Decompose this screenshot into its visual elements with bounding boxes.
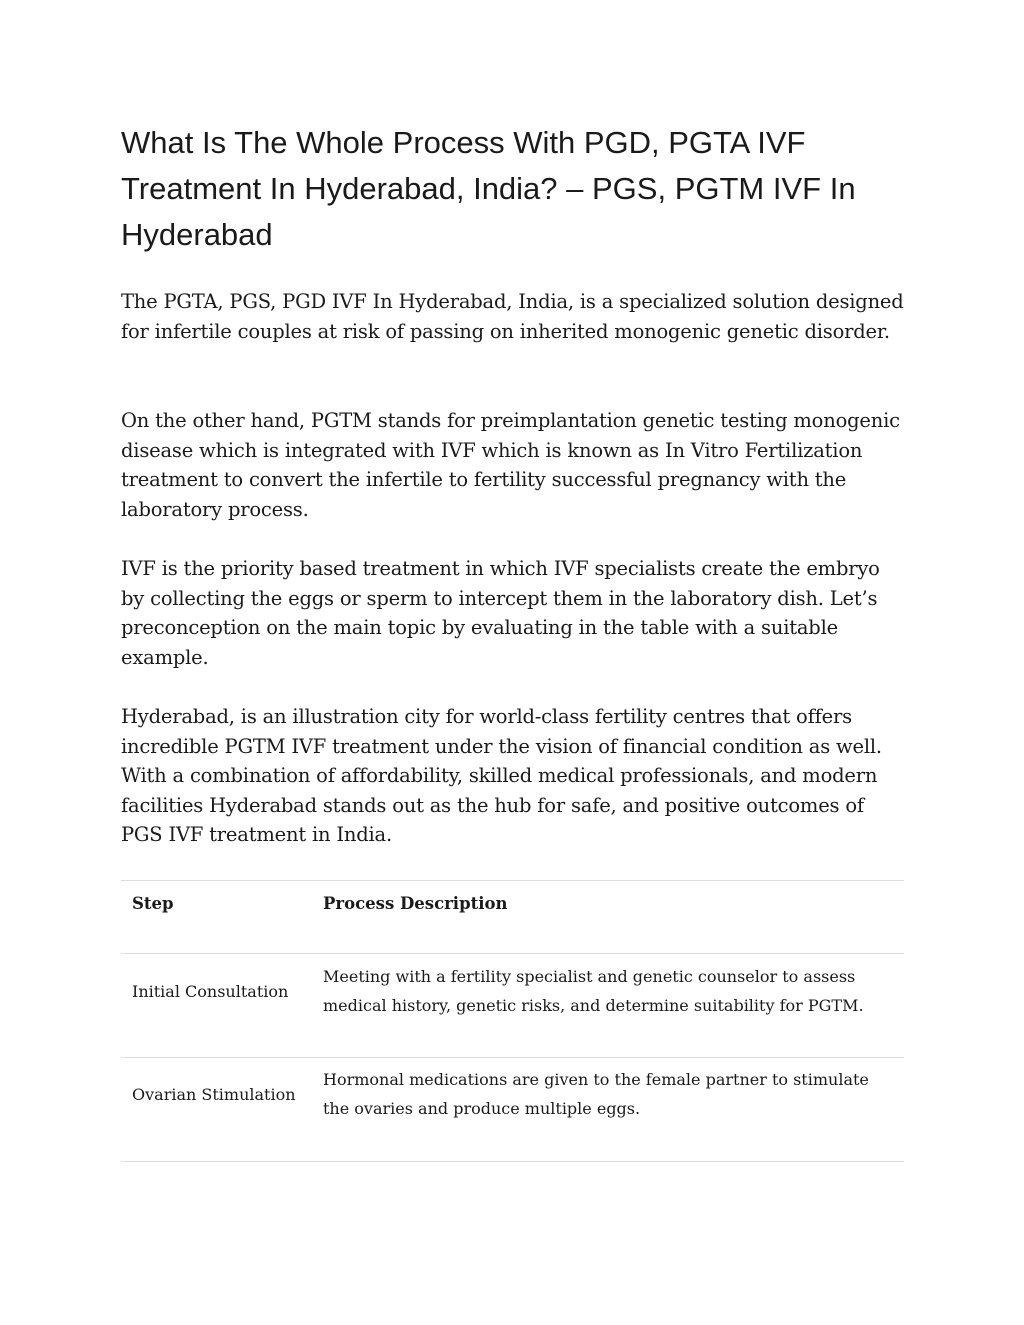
table-cell-step: Initial Consultation [132,982,289,1001]
ivf-paragraph: IVF is the priority based treatment in which IVF specialists create the embryo by collecting the eggs or sperm to intercept them in the laboratory dish. Let’s preconception on the main topic by evaluating in the table with a suitable example. [121,557,880,669]
table-divider [121,953,904,954]
table-cell-description: Hormonal medications are given to the female partner to stimulate the ovaries and produce multiple eggs. [323,1070,869,1118]
table-cell-description: Meeting with a fertility specialist and genetic counselor to assess medical history, genetic risks, and determine suitability for PGTM. [323,967,864,1015]
table-header-step: Step [132,894,174,913]
table-cell-step: Ovarian Stimulation [132,1085,296,1104]
table-divider [121,1161,904,1162]
table-header-description: Process Description [323,894,508,913]
page-title: What Is The Whole Process With PGD, PGTA IVF Treatment In Hyderabad, India? – PGS, PGTM IVF In Hyderabad [121,125,856,252]
intro-paragraph: The PGTA, PGS, PGD IVF In Hyderabad, India, is a specialized solution designed for infertile couples at risk of passing on inherited monogenic genetic disorder. [121,290,904,343]
table-divider [121,1057,904,1058]
hyderabad-paragraph: Hyderabad, is an illustration city for world-class fertility centres that offers incredible PGTM IVF treatment under the vision of financial condition as well. With a combination of affordability, skilled medical professionals, and modern facilities Hyderabad stands out as the hub for safe, and positive outcomes of PGS IVF treatment in India. [121,705,882,847]
table-divider [121,880,904,881]
pgtm-paragraph: On the other hand, PGTM stands for preimplantation genetic testing monogenic disease which is integrated with IVF which is known as In Vitro Fertilization treatment to convert the infertile to fertility successful pregnancy with the laboratory process. [121,409,900,521]
